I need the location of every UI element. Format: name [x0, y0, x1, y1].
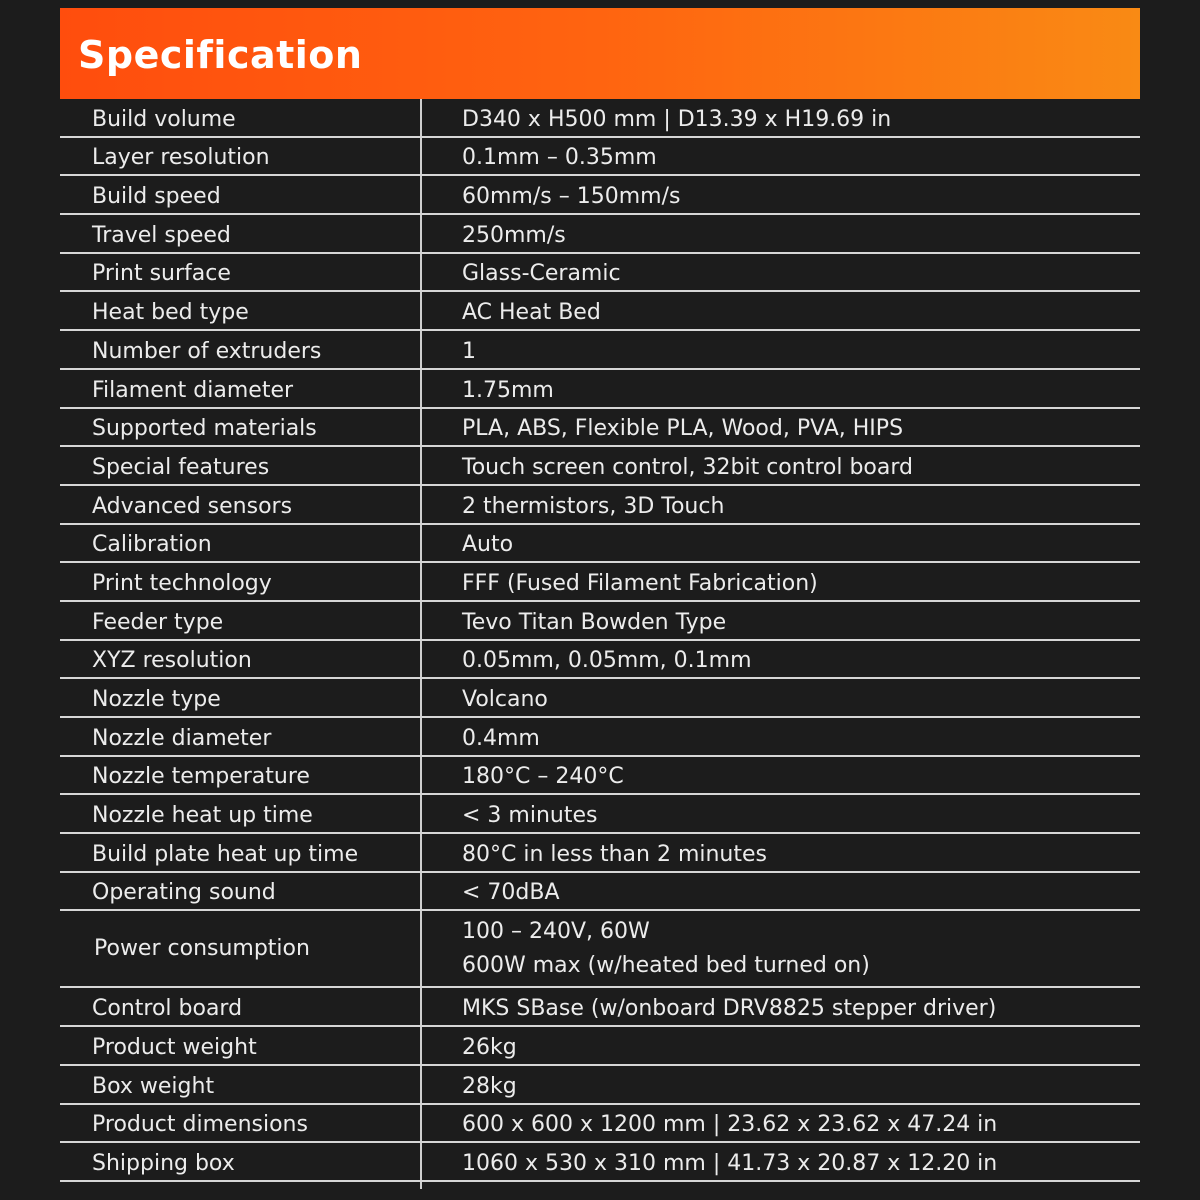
spec-value: [420, 1143, 1140, 1180]
spec-value: [420, 757, 1140, 794]
spec-label: Filament diameter: [92, 377, 294, 403]
spec-value-line: 60mm/s – 150mm/s: [462, 184, 681, 210]
spec-value: [420, 679, 1140, 716]
spec-value-line: 28kg: [462, 1073, 517, 1099]
spec-row: [60, 486, 1140, 525]
spec-row: [60, 138, 1140, 177]
spec-value-line: Auto: [462, 532, 514, 558]
spec-value: [420, 525, 1140, 562]
spec-label: Heat bed type: [92, 300, 249, 326]
page-title: Specification: [78, 33, 363, 77]
spec-row: [60, 1105, 1140, 1144]
spec-value: [420, 176, 1140, 213]
spec-value: [420, 563, 1140, 600]
spec-value: [420, 1066, 1140, 1103]
spec-value-line: AC Heat Bed: [462, 300, 601, 326]
spec-value-line: 180°C – 240°C: [462, 764, 624, 790]
spec-label: Advanced sensors: [92, 493, 293, 519]
spec-row: [60, 1066, 1140, 1105]
spec-value: [420, 254, 1140, 291]
spec-value-line: 0.4mm: [462, 725, 540, 751]
spec-value: [420, 215, 1140, 252]
spec-value-line: Glass-Ceramic: [462, 261, 621, 287]
spec-row: [60, 176, 1140, 215]
spec-value: [420, 447, 1140, 484]
spec-value-line: < 70dBA: [462, 880, 560, 906]
spec-label: Calibration: [92, 532, 212, 558]
spec-label: Build plate heat up time: [92, 841, 359, 867]
spec-label: Print surface: [92, 261, 231, 287]
spec-row: [60, 718, 1140, 757]
spec-label: Control board: [92, 996, 243, 1022]
spec-rows: [60, 99, 1140, 1182]
spec-label: Special features: [92, 454, 270, 480]
spec-value: [420, 486, 1140, 523]
spec-value-line: Volcano: [462, 687, 548, 712]
spec-row: [60, 911, 1140, 988]
spec-value: [420, 370, 1140, 407]
spec-header-banner: [60, 8, 1140, 99]
spec-value: [420, 331, 1140, 368]
spec-value-line: < 3 minutes: [462, 803, 598, 829]
spec-label: Print technology: [92, 570, 272, 596]
spec-value-line: 2 thermistors, 3D Touch: [462, 493, 725, 519]
spec-row: [60, 757, 1140, 796]
spec-value-line: 0.05mm, 0.05mm, 0.1mm: [462, 648, 752, 674]
spec-label: Feeder type: [92, 609, 224, 635]
spec-row: [60, 447, 1140, 486]
spec-value-line: 250mm/s: [462, 222, 566, 248]
spec-label: Build speed: [92, 184, 221, 210]
spec-value-line: 1060 x 530 x 310 mm | 41.73 x 20.87 x 12.20 in: [462, 1150, 998, 1176]
spec-value-line: D340 x H500 mm | D13.39 x H19.69 in: [462, 106, 892, 132]
spec-value: [420, 292, 1140, 329]
spec-row: [60, 602, 1140, 641]
spec-row: [60, 873, 1140, 912]
spec-label: XYZ resolution: [92, 648, 252, 674]
spec-row: [60, 563, 1140, 602]
spec-value: [420, 873, 1140, 910]
spec-value-line: 80°C in less than 2 minutes: [462, 841, 767, 867]
spec-row: [60, 215, 1140, 254]
spec-label: Build volume: [92, 106, 236, 132]
spec-label: Nozzle type: [92, 687, 221, 712]
spec-value-line: 1.75mm: [462, 377, 554, 403]
spec-value-line: 1: [462, 338, 476, 364]
spec-row: [60, 525, 1140, 564]
spec-label: Operating sound: [92, 880, 276, 906]
spec-value-line: MKS SBase (w/onboard DRV8825 stepper driver): [462, 996, 997, 1022]
spec-value: [420, 409, 1140, 446]
spec-row: [60, 641, 1140, 680]
spec-value-line: 600 x 600 x 1200 mm | 23.62 x 23.62 x 47.24 in: [462, 1112, 998, 1138]
spec-value: [420, 834, 1140, 871]
spec-row: [60, 1027, 1140, 1066]
spec-row: [60, 292, 1140, 331]
spec-value-line: 100 – 240V, 60W: [462, 918, 650, 944]
spec-row: [60, 254, 1140, 293]
spec-label: Product weight: [92, 1034, 257, 1060]
spec-value-line: PLA, ABS, Flexible PLA, Wood, PVA, HIPS: [462, 416, 904, 442]
spec-row: [60, 370, 1140, 409]
spec-row: [60, 795, 1140, 834]
spec-label: Layer resolution: [92, 145, 270, 171]
spec-label: Nozzle diameter: [92, 725, 272, 751]
spec-row: [60, 988, 1140, 1027]
spec-value: [420, 795, 1140, 832]
spec-row: [60, 1143, 1140, 1182]
spec-label: Box weight: [92, 1073, 215, 1099]
spec-value: [420, 718, 1140, 755]
spec-label: Nozzle heat up time: [92, 803, 313, 829]
spec-label: Supported materials: [92, 416, 317, 442]
spec-label: Number of extruders: [92, 338, 322, 364]
spec-value: [420, 602, 1140, 639]
spec-value-line: Touch screen control, 32bit control board: [462, 454, 913, 480]
spec-label: Power consumption: [94, 935, 310, 961]
spec-value: [420, 1027, 1140, 1064]
spec-label: Nozzle temperature: [92, 764, 310, 790]
spec-value: [420, 138, 1140, 175]
spec-value: [420, 1105, 1140, 1142]
spec-value-line: FFF (Fused Filament Fabrication): [462, 570, 818, 596]
spec-value: [420, 641, 1140, 678]
spec-value: [420, 99, 1140, 136]
spec-label: Product dimensions: [92, 1112, 308, 1138]
spec-value-line: Tevo Titan Bowden Type: [462, 609, 727, 635]
spec-value-line: 26kg: [462, 1034, 517, 1060]
spec-value-line: 600W max (w/heated bed turned on): [462, 952, 870, 978]
spec-value: [420, 988, 1140, 1025]
spec-value-line: 0.1mm – 0.35mm: [462, 145, 657, 171]
spec-row: [60, 834, 1140, 873]
spec-row: [60, 99, 1140, 138]
spec-label: Travel speed: [92, 222, 231, 248]
spec-row: [60, 331, 1140, 370]
spec-row: [60, 409, 1140, 448]
spec-table: [60, 99, 1140, 1189]
spec-label: Shipping box: [92, 1150, 235, 1176]
spec-row: [60, 679, 1140, 718]
spec-value: [420, 911, 1140, 986]
